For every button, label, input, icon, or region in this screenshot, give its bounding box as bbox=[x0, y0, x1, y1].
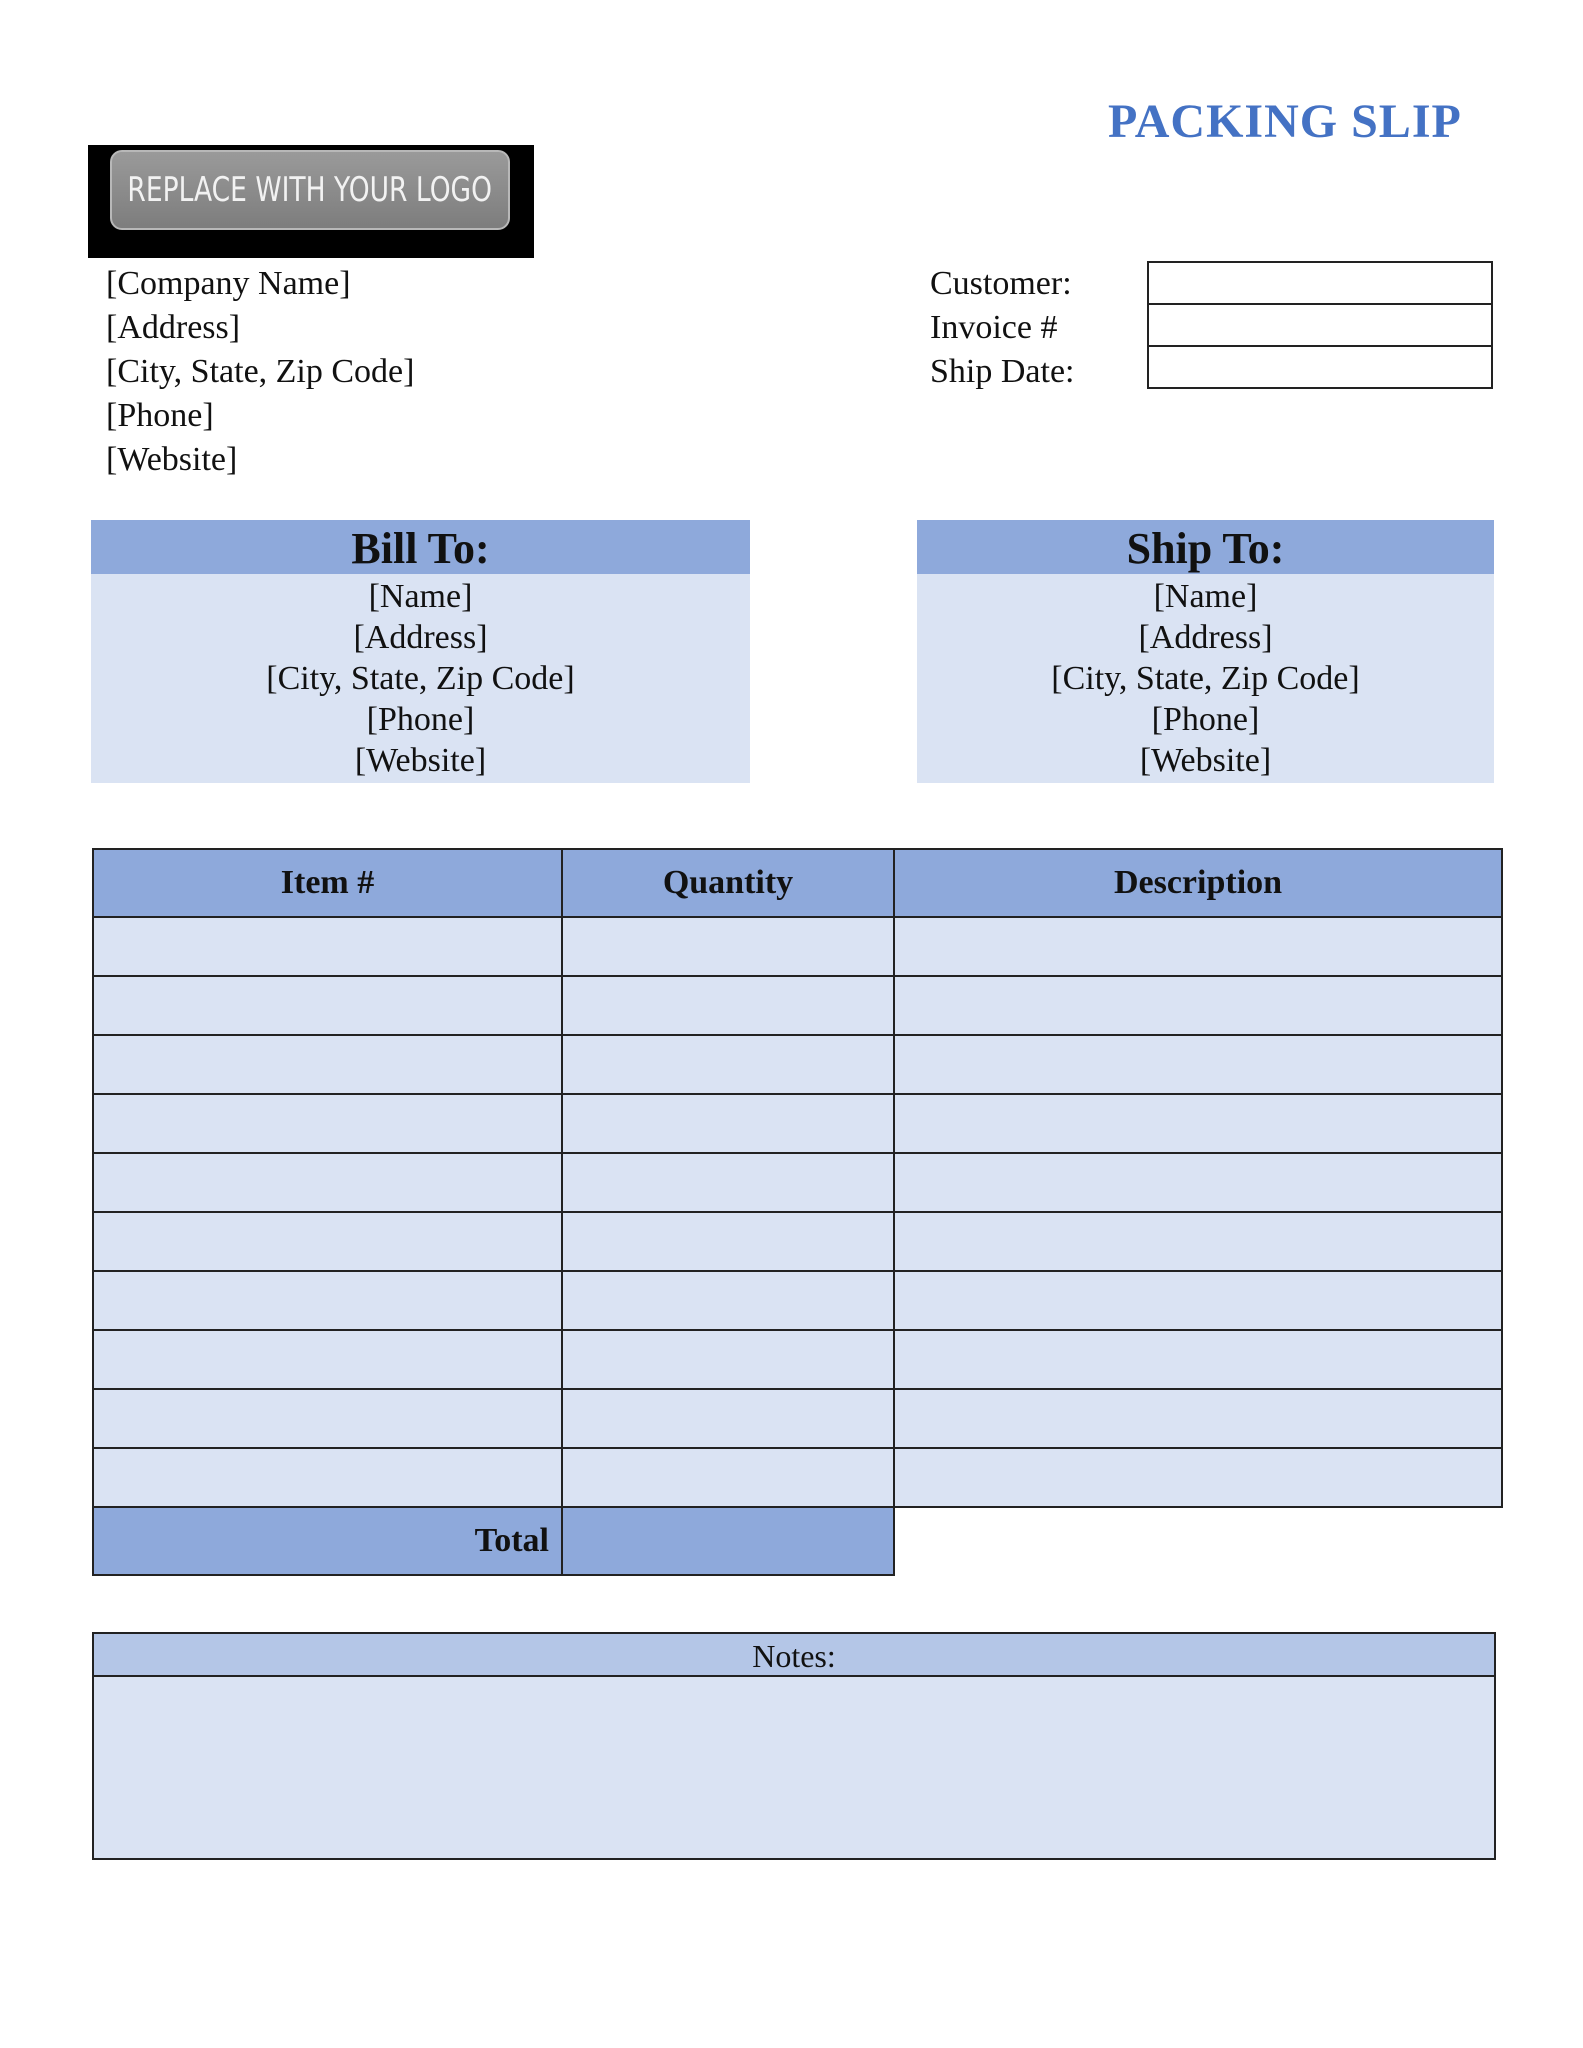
description-cell[interactable] bbox=[894, 1212, 1502, 1271]
quantity-cell[interactable] bbox=[562, 1330, 894, 1389]
item-number-cell[interactable] bbox=[93, 1094, 562, 1153]
customer-label: Customer: bbox=[930, 265, 1072, 302]
quantity-cell[interactable] bbox=[562, 1448, 894, 1507]
bill-to-address[interactable]: [Address] bbox=[353, 619, 488, 656]
item-number-cell[interactable] bbox=[93, 1448, 562, 1507]
quantity-cell[interactable] bbox=[562, 976, 894, 1035]
items-header-row bbox=[93, 849, 1502, 917]
description-cell[interactable] bbox=[894, 1271, 1502, 1330]
logo-text: REPLACE WITH YOUR LOGO bbox=[127, 170, 493, 210]
item-number-cell[interactable] bbox=[93, 1212, 562, 1271]
description-cell[interactable] bbox=[894, 1330, 1502, 1389]
bill-to-phone[interactable]: [Phone] bbox=[366, 701, 475, 738]
ship-to-lines bbox=[917, 574, 1494, 781]
quantity-cell[interactable] bbox=[562, 1035, 894, 1094]
table-row bbox=[93, 1330, 1502, 1389]
table-row bbox=[93, 1035, 1502, 1094]
item-number-cell[interactable] bbox=[93, 976, 562, 1035]
description-cell[interactable] bbox=[894, 1094, 1502, 1153]
bill-to-heading: Bill To: bbox=[91, 520, 750, 574]
table-row bbox=[93, 1153, 1502, 1212]
company-address[interactable]: [Address] bbox=[106, 309, 241, 346]
ship-date-field[interactable] bbox=[1147, 345, 1493, 389]
ship-to-address[interactable]: [Address] bbox=[1138, 619, 1273, 656]
ship-to-name[interactable]: [Name] bbox=[1153, 578, 1258, 615]
table-row bbox=[93, 1094, 1502, 1153]
logo-placeholder[interactable] bbox=[110, 150, 510, 230]
item-number-cell[interactable] bbox=[93, 1035, 562, 1094]
company-website[interactable]: [Website] bbox=[106, 441, 238, 478]
table-row bbox=[93, 1389, 1502, 1448]
table-row bbox=[93, 917, 1502, 976]
bill-to-city-state-zip[interactable]: [City, State, Zip Code] bbox=[266, 660, 575, 697]
invoice-field[interactable] bbox=[1147, 303, 1493, 347]
description-cell[interactable] bbox=[894, 917, 1502, 976]
company-phone[interactable]: [Phone] bbox=[106, 397, 214, 434]
description-cell[interactable] bbox=[894, 1389, 1502, 1448]
description-cell[interactable] bbox=[894, 976, 1502, 1035]
company-info bbox=[106, 262, 414, 482]
ship-to-city-state-zip[interactable]: [City, State, Zip Code] bbox=[1051, 660, 1360, 697]
bill-to-panel bbox=[91, 520, 750, 783]
meta-labels bbox=[930, 262, 1074, 394]
column-header-quantity: Quantity bbox=[562, 849, 894, 917]
ship-to-website[interactable]: [Website] bbox=[1139, 742, 1272, 779]
customer-field[interactable] bbox=[1147, 261, 1493, 305]
column-header-description: Description bbox=[894, 849, 1502, 917]
column-header-item-number: Item # bbox=[93, 849, 562, 917]
document-title: PACKING SLIP bbox=[1108, 95, 1462, 148]
company-city-state-zip[interactable]: [City, State, Zip Code] bbox=[106, 353, 415, 390]
ship-to-phone[interactable]: [Phone] bbox=[1151, 701, 1260, 738]
table-row bbox=[93, 1448, 1502, 1507]
ship-to-heading: Ship To: bbox=[917, 520, 1494, 574]
quantity-cell[interactable] bbox=[562, 1389, 894, 1448]
logo bbox=[88, 145, 534, 258]
quantity-cell[interactable] bbox=[562, 917, 894, 976]
notes-field[interactable] bbox=[94, 1677, 1494, 1857]
description-cell[interactable] bbox=[894, 1448, 1502, 1507]
item-number-cell[interactable] bbox=[93, 917, 562, 976]
item-number-cell[interactable] bbox=[93, 1271, 562, 1330]
quantity-cell[interactable] bbox=[562, 1153, 894, 1212]
invoice-label: Invoice # bbox=[930, 309, 1058, 346]
total-row-spacer bbox=[894, 1507, 1502, 1575]
ship-date-label: Ship Date: bbox=[930, 353, 1075, 390]
table-row bbox=[93, 1271, 1502, 1330]
items-table bbox=[92, 848, 1503, 1576]
bill-to-name[interactable]: [Name] bbox=[368, 578, 473, 615]
total-quantity-cell[interactable] bbox=[562, 1507, 894, 1575]
item-number-cell[interactable] bbox=[93, 1389, 562, 1448]
table-row bbox=[93, 976, 1502, 1035]
quantity-cell[interactable] bbox=[562, 1212, 894, 1271]
bill-to-website[interactable]: [Website] bbox=[354, 742, 487, 779]
company-name[interactable]: [Company Name] bbox=[106, 265, 351, 302]
bill-to-lines bbox=[91, 574, 750, 781]
item-number-cell[interactable] bbox=[93, 1330, 562, 1389]
total-label: Total bbox=[93, 1507, 562, 1575]
item-number-cell[interactable] bbox=[93, 1153, 562, 1212]
notes-box bbox=[92, 1632, 1496, 1860]
description-cell[interactable] bbox=[894, 1035, 1502, 1094]
description-cell[interactable] bbox=[894, 1153, 1502, 1212]
ship-to-panel bbox=[917, 520, 1494, 783]
quantity-cell[interactable] bbox=[562, 1094, 894, 1153]
notes-label: Notes: bbox=[94, 1634, 1494, 1677]
quantity-cell[interactable] bbox=[562, 1271, 894, 1330]
table-row bbox=[93, 1212, 1502, 1271]
total-row bbox=[93, 1507, 1502, 1575]
meta-fields bbox=[1147, 261, 1493, 389]
